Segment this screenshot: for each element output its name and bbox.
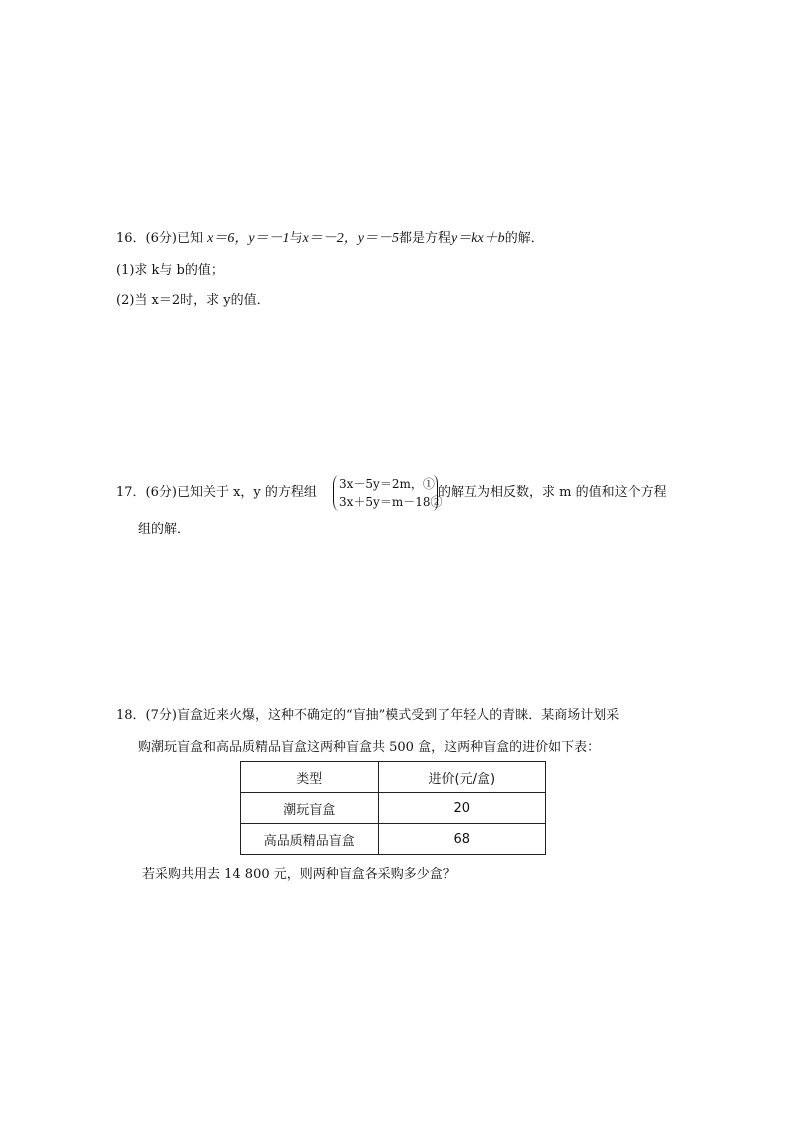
q17-number: 17． [116,485,146,500]
q16-eq-b: x＝－2，y＝－5 [302,231,400,246]
q16-eq-a: x＝6，y＝－1 [207,231,290,246]
q18-line1 [116,707,619,725]
q16-sub1: (1)求 k与 b的值； [116,263,224,278]
q17-equation-1: 3x－5y＝2m，① [339,477,435,491]
table-cell-type: 潮玩盲盒 [241,793,379,824]
q16-sub2: (2)当 x＝2时，求 y的值． [116,293,270,308]
q16-text-b: 与 [289,231,303,246]
q16-number: 16． [116,231,146,246]
price-table [240,761,546,855]
q18-question: 若采购共用去 14 800 元，则两种盲盒各采购多少盒？ [142,867,456,882]
table-row [241,793,546,824]
table-cell-price: 68 [378,824,545,855]
q18-line2: 购潮玩盲盒和高品质精品盲盒这两种盲盒共 500 盒，这两种盲盒的进价如下表： [138,740,601,755]
q18-number: 18． [116,708,146,723]
q16-text-a: 已知 [176,231,203,246]
table-cell-type: 高品质精品盲盒 [241,824,379,855]
q16-score: (6分) [145,231,177,246]
table-cell-price: 20 [378,793,545,824]
table-header-price: 进价(元/盒) [378,762,545,793]
q17-text-c: 组的解． [138,522,191,537]
q16-stem [116,230,544,248]
q17-equation-2: 3x＋5y＝m－18② [339,495,443,509]
q18-score: (7分) [145,708,177,723]
q17-text-a: 已知关于 x，y 的方程组 [176,485,317,500]
table-header-type: 类型 [241,762,379,793]
q18-text-line1: 盲盒近来火爆，这种不确定的“盲抽”模式受到了年轻人的青睐．某商场计划采 [176,708,620,723]
q17-score: (6分) [145,485,177,500]
q17-text-b: 的解互为相反数，求 m 的值和这个方程 [438,485,667,500]
table-header-row [241,762,546,793]
q16-text-c: 都是方程 [399,231,452,246]
q16-text-d: 的解． [504,231,544,246]
table-row [241,824,546,855]
q16-eq-c: y＝kx＋b [451,231,505,246]
q17-stem-start [116,484,317,502]
